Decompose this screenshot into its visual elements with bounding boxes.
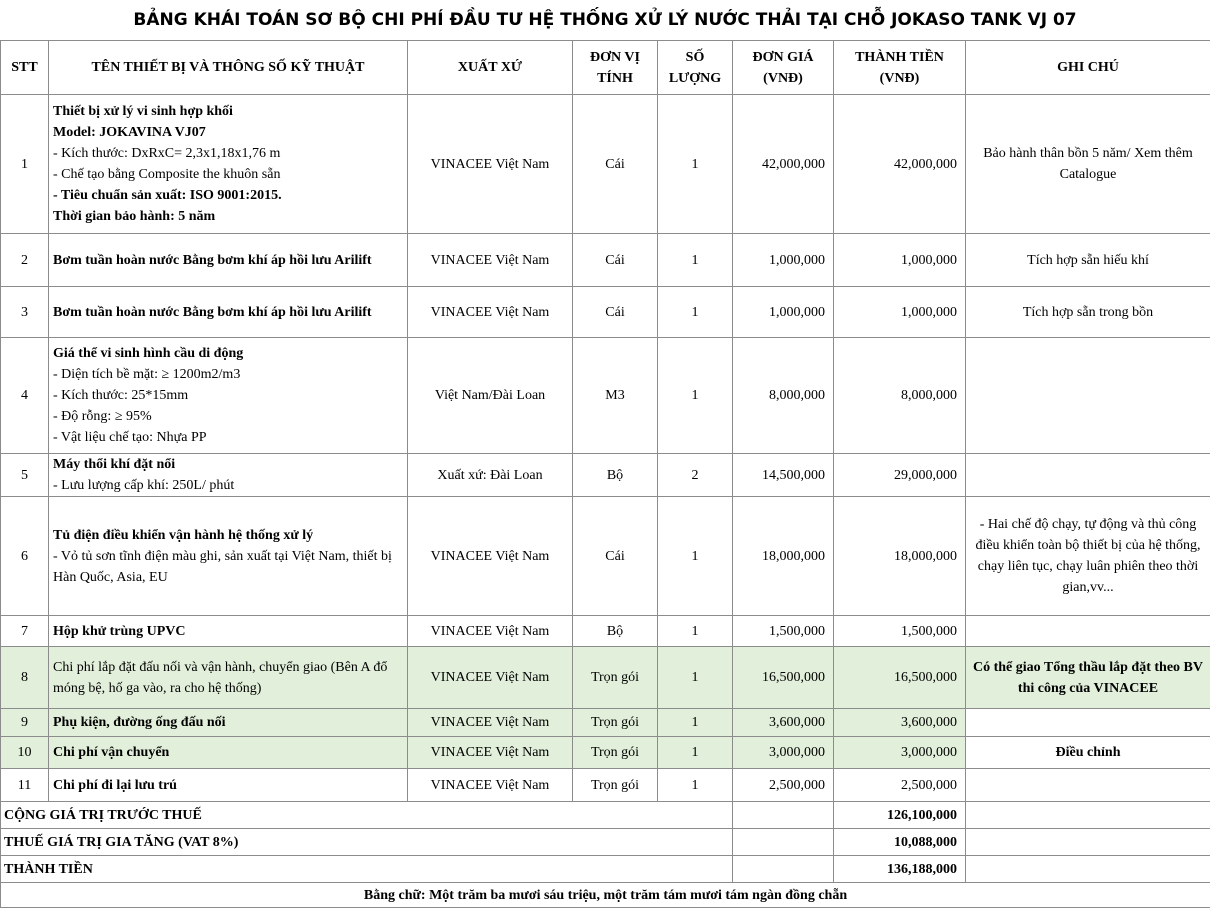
table-row: [1, 769, 1210, 802]
grand-total-label: THÀNH TIỀN: [1, 856, 733, 883]
summary-subtotal-row: [1, 802, 1210, 829]
row-qty: 1: [658, 234, 733, 287]
row-unit-price: 1,000,000: [733, 287, 834, 338]
header-total-line1: THÀNH TIỀN: [855, 49, 944, 65]
row-unit: Bộ: [573, 616, 658, 647]
header-unit-line2: TÍNH: [597, 70, 633, 86]
row-stt: 9: [1, 709, 49, 737]
row-name: [49, 709, 408, 737]
row-qty: 1: [658, 338, 733, 454]
row-note: Điều chỉnh: [966, 737, 1210, 769]
row-name: [49, 769, 408, 802]
row-stt: 10: [1, 737, 49, 769]
row-name: [49, 287, 408, 338]
row-name-line: Chi phí lắp đặt đấu nối và vận hành, chuyển giao (Bên A đổ móng bệ, hố ga vào, ra cho hệ thống): [53, 659, 388, 696]
row-origin: VINACEE Việt Nam: [408, 709, 573, 737]
cost-estimate-table: [0, 40, 1210, 908]
row-name: [49, 737, 408, 769]
row-unit-price: 8,000,000: [733, 338, 834, 454]
row-unit: Cái: [573, 287, 658, 338]
header-origin: XUẤT XỨ: [408, 41, 573, 95]
row-note: [966, 454, 1210, 497]
row-name-line: Chi phí đi lại lưu trú: [53, 777, 177, 793]
row-note: [966, 616, 1210, 647]
row-name-line: - Vỏ tủ sơn tĩnh điện màu ghi, sản xuất tại Việt Nam, thiết bị Hàn Quốc, Asia, EU: [53, 548, 392, 585]
row-qty: 1: [658, 709, 733, 737]
row-stt: 3: [1, 287, 49, 338]
row-unit-price: 2,500,000: [733, 769, 834, 802]
table-row: [1, 737, 1210, 769]
row-note: [966, 769, 1210, 802]
row-note: [966, 709, 1210, 737]
vat-blank: [733, 829, 834, 856]
row-unit-price: 3,000,000: [733, 737, 834, 769]
row-name-line: Thời gian bảo hành: 5 năm: [53, 209, 216, 224]
row-note: Có thể giao Tổng thầu lắp đặt theo BV thi công của VINACEE: [966, 647, 1210, 709]
row-origin: Việt Nam/Đài Loan: [408, 338, 573, 454]
table-row: [1, 497, 1210, 616]
header-stt: STT: [1, 41, 49, 95]
row-unit-price: 16,500,000: [733, 647, 834, 709]
row-line-total: 8,000,000: [834, 338, 966, 454]
row-name-line: Phụ kiện, đường ống đấu nối: [53, 715, 226, 730]
row-name-line: Giá thể vi sinh hình cầu di động: [53, 346, 244, 361]
table-row: [1, 454, 1210, 497]
table-body: [1, 95, 1210, 802]
header-qty: [658, 41, 733, 95]
row-stt: 2: [1, 234, 49, 287]
row-line-total: 29,000,000: [834, 454, 966, 497]
header-total: [834, 41, 966, 95]
row-origin: VINACEE Việt Nam: [408, 769, 573, 802]
header-unit: [573, 41, 658, 95]
row-unit: Cái: [573, 497, 658, 616]
row-unit: M3: [573, 338, 658, 454]
row-origin: VINACEE Việt Nam: [408, 95, 573, 234]
row-origin: Xuất xứ: Đài Loan: [408, 454, 573, 497]
row-line-total: 16,500,000: [834, 647, 966, 709]
row-qty: 1: [658, 769, 733, 802]
row-name-line: Bơm tuần hoàn nước Bằng bơm khí áp hồi lưu Arilift: [53, 304, 372, 320]
row-origin: VINACEE Việt Nam: [408, 234, 573, 287]
row-qty: 1: [658, 647, 733, 709]
vat-note: [966, 829, 1210, 856]
row-unit: Trọn gói: [573, 769, 658, 802]
row-name-line: Thiết bị xử lý vi sinh hợp khối: [53, 104, 233, 119]
row-unit: Cái: [573, 95, 658, 234]
header-price: [733, 41, 834, 95]
row-qty: 1: [658, 287, 733, 338]
row-stt: 8: [1, 647, 49, 709]
table-header-row: [1, 41, 1210, 95]
row-line-total: 1,000,000: [834, 234, 966, 287]
row-stt: 6: [1, 497, 49, 616]
row-name-line: Tủ điện điều khiển vận hành hệ thống xử lý: [53, 527, 314, 543]
row-line-total: 1,000,000: [834, 287, 966, 338]
row-name-line: - Diện tích bề mặt: ≥ 1200m2/m3: [53, 367, 241, 382]
row-line-total: 42,000,000: [834, 95, 966, 234]
subtotal-label: CỘNG GIÁ TRỊ TRƯỚC THUẾ: [1, 802, 733, 829]
table-row: [1, 616, 1210, 647]
row-stt: 1: [1, 95, 49, 234]
header-qty-line2: LƯỢNG: [668, 70, 722, 86]
header-note: GHI CHÚ: [966, 41, 1210, 95]
row-name: [49, 454, 408, 497]
row-unit-price: 18,000,000: [733, 497, 834, 616]
header-qty-line1: SỐ: [685, 49, 705, 65]
row-unit: Trọn gói: [573, 737, 658, 769]
row-name-line: - Tiêu chuẩn sản xuất: ISO 9001:2015.: [53, 188, 282, 203]
row-name: [49, 234, 408, 287]
row-stt: 7: [1, 616, 49, 647]
row-name-line: Model: JOKAVINA VJ07: [53, 125, 206, 140]
summary-words-row: [1, 883, 1210, 908]
row-line-total: 2,500,000: [834, 769, 966, 802]
row-unit: Cái: [573, 234, 658, 287]
row-qty: 1: [658, 497, 733, 616]
row-note: [966, 338, 1210, 454]
row-origin: VINACEE Việt Nam: [408, 287, 573, 338]
vat-value: 10,088,000: [834, 829, 966, 856]
row-name: [49, 616, 408, 647]
table-row: [1, 338, 1210, 454]
row-name-line: - Độ rỗng: ≥ 95%: [53, 409, 152, 424]
row-line-total: 1,500,000: [834, 616, 966, 647]
summary-vat-row: [1, 829, 1210, 856]
table-row: [1, 647, 1210, 709]
header-name: TÊN THIẾT BỊ VÀ THÔNG SỐ KỸ THUẬT: [49, 41, 408, 95]
row-unit-price: 1,000,000: [733, 234, 834, 287]
row-name: [49, 95, 408, 234]
row-qty: 1: [658, 95, 733, 234]
row-unit-price: 3,600,000: [733, 709, 834, 737]
subtotal-note: [966, 802, 1210, 829]
grand-total-value: 136,188,000: [834, 856, 966, 883]
row-unit-price: 42,000,000: [733, 95, 834, 234]
row-stt: 5: [1, 454, 49, 497]
summary-grand-row: [1, 856, 1210, 883]
row-note: Tích hợp sẵn trong bồn: [966, 287, 1210, 338]
row-unit: Bộ: [573, 454, 658, 497]
row-stt: 11: [1, 769, 49, 802]
row-name-line: - Kích thước: DxRxC= 2,3x1,18x1,76 m: [53, 146, 281, 161]
row-name-line: - Lưu lượng cấp khí: 250L/ phút: [53, 478, 235, 493]
row-name-line: Chi phí vận chuyển: [53, 745, 170, 760]
subtotal-blank: [733, 802, 834, 829]
row-name-line: - Kích thước: 25*15mm: [53, 388, 189, 403]
table-row: [1, 234, 1210, 287]
row-line-total: 3,000,000: [834, 737, 966, 769]
row-name-line: Hộp khử trùng UPVC: [53, 623, 186, 639]
row-name: [49, 338, 408, 454]
table-row: [1, 709, 1210, 737]
row-name-line: - Chế tạo bằng Composite the khuôn sẵn: [53, 167, 281, 182]
row-qty: 1: [658, 737, 733, 769]
row-unit-price: 14,500,000: [733, 454, 834, 497]
row-name: [49, 497, 408, 616]
row-unit: Trọn gói: [573, 709, 658, 737]
row-origin: VINACEE Việt Nam: [408, 647, 573, 709]
document-title: BẢNG KHÁI TOÁN SƠ BỘ CHI PHÍ ĐẦU TƯ HỆ THỐNG XỬ LÝ NƯỚC THẢI TẠI CHỖ JOKASO TANK VJ 07: [133, 10, 1077, 30]
row-qty: 1: [658, 616, 733, 647]
row-unit: Trọn gói: [573, 647, 658, 709]
row-origin: VINACEE Việt Nam: [408, 497, 573, 616]
row-name-line: Máy thổi khí đặt nổi: [53, 457, 176, 472]
row-origin: VINACEE Việt Nam: [408, 737, 573, 769]
row-origin: VINACEE Việt Nam: [408, 616, 573, 647]
row-unit-price: 1,500,000: [733, 616, 834, 647]
row-qty: 2: [658, 454, 733, 497]
row-line-total: 3,600,000: [834, 709, 966, 737]
row-line-total: 18,000,000: [834, 497, 966, 616]
row-name-line: Bơm tuần hoàn nước Bằng bơm khí áp hồi lưu Arilift: [53, 252, 372, 268]
grand-total-note: [966, 856, 1210, 883]
table-summary: [1, 802, 1210, 908]
row-name: [49, 647, 408, 709]
row-note: Bảo hành thân bồn 5 năm/ Xem thêm Catalogue: [966, 95, 1210, 234]
grand-total-blank: [733, 856, 834, 883]
row-name-line: - Vật liệu chế tạo: Nhựa PP: [53, 430, 207, 445]
header-total-line2: (VNĐ): [879, 70, 920, 86]
amount-in-words: Bằng chữ: Một trăm ba mươi sáu triệu, một trăm tám mươi tám ngàn đồng chẵn: [1, 883, 1210, 908]
subtotal-value: 126,100,000: [834, 802, 966, 829]
row-note: - Hai chế độ chạy, tự động và thủ công điều khiển toàn bộ thiết bị của hệ thống, chạy liên tục, chạy luân phiên theo thời gian,vv...: [966, 497, 1210, 616]
header-price-line1: ĐƠN GIÁ: [752, 49, 814, 65]
table-row: [1, 287, 1210, 338]
header-unit-line1: ĐƠN VỊ: [590, 49, 640, 65]
row-stt: 4: [1, 338, 49, 454]
row-note: Tích hợp sẵn hiếu khí: [966, 234, 1210, 287]
header-price-line2: (VNĐ): [763, 70, 803, 86]
table-row: [1, 95, 1210, 234]
vat-label: THUẾ GIÁ TRỊ GIA TĂNG (VAT 8%): [1, 829, 733, 856]
